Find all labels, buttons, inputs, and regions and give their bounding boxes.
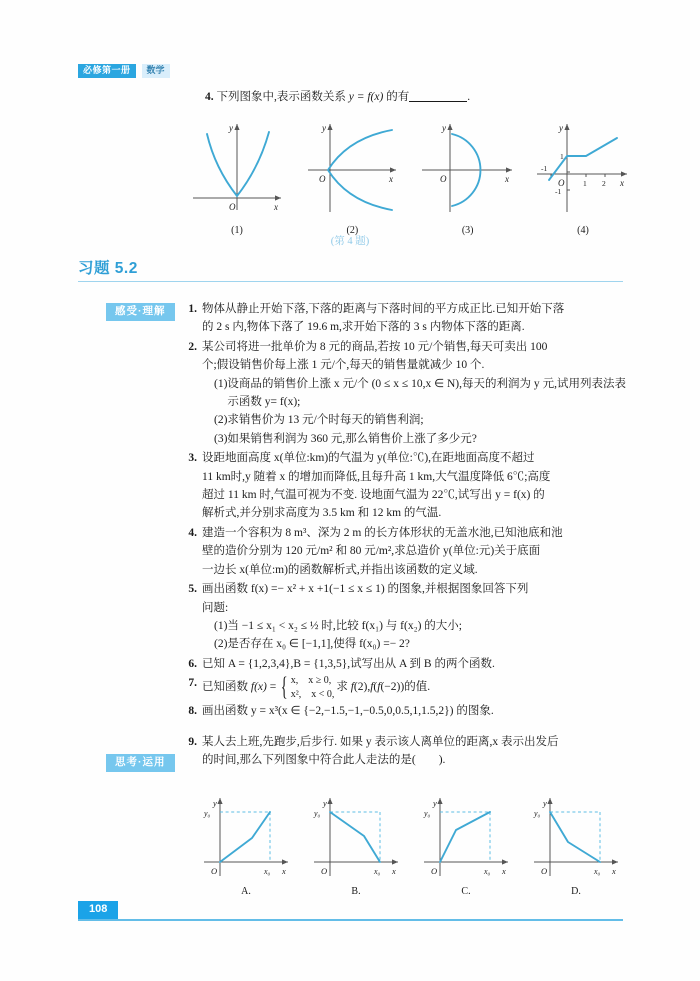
footer-divider — [78, 919, 623, 921]
exercise-9-line-1: 某人去上班,先跑步,后步行. 如果 y 表示该人离单位的距离,x 表示出发后 — [202, 735, 559, 748]
exercise-5-sub-2-label: (2) — [214, 638, 228, 651]
exercise-5-sub-1-label: (1) — [214, 619, 228, 632]
exercise-2-sub-3 — [202, 430, 626, 448]
exercise-2-sub-2-label: (2) — [214, 414, 228, 427]
exercise-item-2 — [181, 338, 626, 448]
answer-figure-d-graph — [526, 790, 626, 886]
exercise-5-sub-2 — [202, 635, 626, 653]
figure-2-graph — [300, 112, 404, 224]
question-4-period: . — [467, 91, 471, 103]
exercise-3-body — [202, 449, 626, 523]
answer-figure-b-caption: B. — [351, 886, 361, 897]
answer-figure-b-y0-tick: y₀ — [314, 809, 321, 818]
page-number-badge: 108 — [78, 901, 118, 919]
question-4-stem — [205, 88, 625, 106]
exercise-5-sub-2-line-1: 是否存在 x₀ ∈ [−1,1],使得 f(x₀) =− 2? — [227, 638, 410, 651]
exercise-9-figure-row — [196, 790, 626, 897]
answer-figure-a-origin: O — [211, 866, 218, 876]
answer-figure-b-y-axis-label: y — [323, 798, 327, 808]
answer-figure-d-caption: D. — [571, 886, 581, 897]
exercise-2-line-1: 某公司将进一批单价为 8 元的商品,若按 10 元/个销售,每天可卖出 100 — [202, 340, 548, 353]
exercise-3-line-4: 解析式,并分别求高度为 3.5 km 和 12 km 的气温. — [202, 507, 442, 520]
figure-4-x-axis-label: x — [619, 178, 624, 188]
exercise-4-line-3: 一边长 x(单位:m)的函数解析式,并指出该函数的定义域. — [202, 563, 478, 576]
exercise-7-prefix: 已知函数 f(x) = — [202, 681, 277, 694]
exercise-3-line-1: 设距地面高度 x(单位:km)的气温为 y(单位:℃),在距地面高度不超过 — [202, 452, 535, 465]
answer-figure-b-origin: O — [321, 866, 328, 876]
exercise-1-body — [202, 300, 626, 337]
figure-2-caption: (2) — [346, 225, 359, 236]
exercise-7-number: 7. — [188, 677, 197, 690]
answer-figure-c-caption: C. — [461, 886, 471, 897]
figure-3-y-axis-label: y — [441, 123, 446, 133]
exercise-2-sub-1-line-2: 元,试用列表法表示函数 y= f(x); — [227, 377, 627, 409]
figure-2-origin: O — [319, 174, 326, 184]
figure-1-origin: O — [229, 202, 236, 212]
exercise-2-sub-2-line-1: 求销售价为 13 元/个时每天的销售利润; — [227, 414, 424, 427]
answer-figure-d[interactable] — [526, 790, 626, 897]
answer-figure-d-x0-tick: x₀ — [594, 867, 601, 876]
answer-blank[interactable] — [409, 101, 467, 102]
answer-figure-c-origin: O — [431, 866, 438, 876]
figure-1-graph — [185, 112, 289, 224]
answer-figure-d-y-axis-label: y — [543, 798, 547, 808]
exercise-9-line-2: 的时间,那么下列图象中符合此人走法的是( ). — [202, 753, 446, 766]
answer-figure-b-x0-tick: x₀ — [374, 867, 381, 876]
answer-figure-c-graph — [416, 790, 516, 886]
answer-figure-c-y-axis-label: y — [433, 798, 437, 808]
exercise-item-9 — [181, 733, 626, 770]
figure-3-graph — [416, 112, 520, 224]
answer-figure-b[interactable] — [306, 790, 406, 897]
section-divider — [78, 281, 623, 282]
answer-figure-d-y0-tick: y₀ — [534, 809, 541, 818]
category-tag-apply: 思考·运用 — [106, 754, 175, 772]
figure-4-tick-x-1: 1 — [582, 179, 587, 188]
figure-4-tick-y-1: 1 — [559, 152, 564, 161]
answer-figure-b-graph — [306, 790, 406, 886]
exercise-5-sub-1-line-1: 当 −1 ≤ x₁ < x₂ ≤ ½ 时,比较 f(x₁) 与 f(x₂) 的大小; — [227, 619, 462, 632]
figure-2-x-axis-label: x — [389, 174, 394, 184]
answer-figure-c-x-axis-label: x — [502, 866, 506, 876]
exercise-8-body: 画出函数 y = x³(x ∈ {−2,−1.5,−1,−0.5,0,0.5,1,1.5,2}) 的图象. — [202, 705, 494, 718]
exercise-7-piece-1: x, x ≥ 0, — [290, 675, 332, 687]
exercise-item-7 — [181, 674, 626, 701]
exercise-4-number: 4. — [188, 526, 197, 539]
exercise-2-sub-3-line-1: 如果销售利润为 360 元,那么销售价上涨了多少元? — [227, 432, 477, 445]
figure-4-tick-x-neg1: -1 — [540, 164, 548, 173]
answer-figure-a-graph — [196, 790, 296, 886]
question-4-figure-caption: (第 4 题) — [330, 236, 370, 247]
exercise-2-sub-1 — [202, 375, 626, 412]
figure-3-x-axis-label: x — [504, 174, 509, 184]
exercise-item-8 — [181, 702, 626, 720]
figure-1-x-axis-label: x — [274, 202, 278, 212]
figure-2-y-axis-label: y — [322, 123, 327, 133]
exercise-item-6 — [181, 655, 626, 673]
exercise-2-sub-3-label: (3) — [214, 432, 228, 445]
figure-4 — [531, 112, 635, 236]
category-tag-understand: 感受·理解 — [106, 303, 175, 321]
answer-figure-c[interactable] — [416, 790, 516, 897]
exercise-4-line-2: 壁的造价分别为 120 元/m² 和 80 元/m²,求总造价 y(单位:元)关于底面 — [202, 545, 541, 558]
question-4-text-before: 下列图象中,表示函数关系 — [216, 91, 346, 103]
exercise-6-body: 已知 A = {1,2,3,4},B = {1,3,5},试写出从 A 到 B 的两个函数. — [202, 657, 495, 670]
figure-4-origin: O — [557, 178, 565, 188]
exercise-7-piece-2: x², x < 0, — [290, 688, 335, 700]
exercise-9-body — [202, 733, 626, 770]
exercise-3-line-2: 11 km时,y 随着 x 的增加而降低,且每升高 1 km,大气温度降低 6℃;高度 — [202, 470, 551, 483]
answer-figure-d-x-axis-label: x — [612, 866, 616, 876]
exercise-6-number: 6. — [188, 657, 197, 670]
exercise-2-sub-1-line-1: 设商品的销售价上涨 x 元/个 (0 ≤ x ≤ 10,x ∈ N),每天的利润为 y — [227, 377, 540, 390]
volume-badge: 必修第一册 — [78, 64, 136, 78]
exercise-2-line-2: 个;假设销售价每上涨 1 元/个,每天的销售量就减少 10 个. — [202, 359, 485, 372]
exercise-8-number: 8. — [188, 705, 197, 718]
brace-icon: { — [281, 672, 288, 702]
exercise-item-1 — [181, 300, 626, 337]
exercise-5-sub-1 — [202, 617, 626, 635]
figure-1-y-axis-label: y — [229, 123, 233, 133]
carryover-question-4 — [205, 88, 625, 106]
exercise-2-sub-1-label: (1) — [214, 377, 228, 390]
exercise-item-3 — [181, 449, 626, 523]
exercise-5-number: 5. — [188, 583, 197, 596]
figure-3 — [416, 112, 520, 236]
figure-3-caption: (3) — [461, 225, 474, 236]
exercise-1-number: 1. — [188, 303, 197, 315]
exercise-2-number: 2. — [188, 340, 197, 353]
figure-4-caption: (4) — [577, 225, 589, 236]
exercise-5-body — [202, 580, 626, 654]
figure-1 — [185, 112, 289, 236]
running-head — [78, 64, 170, 78]
figure-1-caption: (1) — [231, 225, 243, 236]
exercise-7-suffix: 求 f(2),f(f(−2))的值. — [336, 681, 431, 694]
exercise-1-line-2: 的 2 s 内,物体下落了 19.6 m,求开始下落的 3 s 内物体下落的距离. — [202, 321, 525, 334]
exercise-9-number: 9. — [188, 735, 197, 748]
answer-figure-a[interactable] — [196, 790, 296, 897]
exercise-3-number: 3. — [188, 452, 197, 465]
question-4-text-after: 的有 — [386, 91, 410, 103]
answer-figure-a-caption: A. — [241, 886, 251, 897]
figure-4-y-axis-label: y — [558, 123, 563, 133]
figure-4-tick-y-neg1: -1 — [554, 187, 562, 196]
exercise-7-piecewise — [278, 674, 334, 701]
answer-figure-a-y0-tick: y₀ — [204, 809, 211, 818]
exercise-2-sub-1-body — [227, 375, 626, 412]
exercise-5-line-2: 问题: — [202, 601, 229, 614]
answer-figure-b-x-axis-label: x — [392, 866, 396, 876]
exercise-1-line-1: 物体从静止开始下落,下落的距离与下落时间的平方成正比.已知开始下落 — [202, 303, 565, 315]
exercise-list — [181, 300, 626, 770]
figure-3-origin: O — [439, 174, 447, 184]
answer-figure-a-x-axis-label: x — [282, 866, 286, 876]
exercise-5-line-1: 画出函数 f(x) =− x² + x +1(−1 ≤ x ≤ 1) 的图象,并根据图象回答下列 — [202, 583, 529, 596]
exercise-2-body — [202, 338, 626, 448]
answer-figure-c-x0-tick: x₀ — [484, 867, 491, 876]
question-4-figure-row — [185, 112, 635, 236]
exercise-3-line-3: 超过 11 km 时,气温可视为不变. 设地面气温为 22℃,试写出 y = f(x) 的 — [202, 489, 545, 502]
exercise-7-body — [202, 674, 626, 701]
answer-figure-a-x0-tick: x₀ — [264, 867, 271, 876]
answer-figure-c-y0-tick: y₀ — [424, 809, 431, 818]
question-4-number: 4. — [205, 91, 214, 103]
exercise-item-4 — [181, 524, 626, 579]
figure-2 — [300, 112, 404, 236]
figure-4-graph — [531, 112, 635, 224]
answer-figure-a-y-axis-label: y — [213, 798, 217, 808]
question-4-formula: y = f(x) — [348, 91, 384, 103]
answer-figure-d-origin: O — [541, 866, 548, 876]
figure-4-tick-x-2: 2 — [601, 179, 606, 188]
exercise-item-5 — [181, 580, 626, 654]
section-heading: 习题 5.2 — [78, 260, 138, 277]
exercise-4-line-1: 建造一个容积为 8 m³、深为 2 m 的长方体形状的无盖水池,已知池底和池 — [202, 526, 563, 539]
exercise-4-body — [202, 524, 626, 579]
exercise-2-sub-2 — [202, 411, 626, 429]
subject-badge: 数学 — [142, 64, 170, 78]
